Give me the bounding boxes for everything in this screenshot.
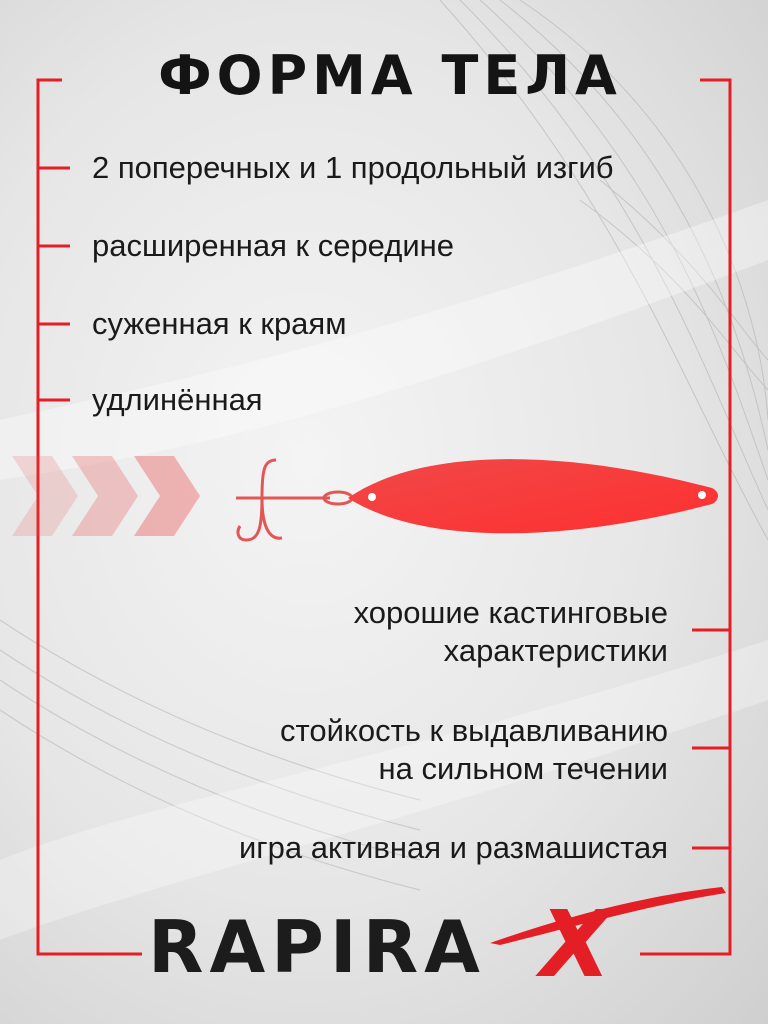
brand-logo <box>110 885 730 998</box>
feature-casting-line2: характеристики <box>443 633 668 668</box>
feature-current-line1: стойкость к выдавливанию <box>280 713 668 748</box>
feature-bends: 2 поперечных и 1 продольный изгиб <box>92 150 614 185</box>
feature-action: игра активная и размашистая <box>238 830 668 865</box>
feature-casting-line1: хорошие кастинговые <box>353 595 668 630</box>
feature-elongated: удлинённая <box>92 382 263 417</box>
spoon-lure-illustration <box>0 440 768 580</box>
speed-chevrons <box>12 456 200 536</box>
logo-accent: X <box>540 891 611 998</box>
treble-hook <box>236 460 352 540</box>
page-title: ФОРМА ТЕЛА <box>158 44 622 107</box>
feature-wide-middle: расширенная к середине <box>92 228 455 263</box>
spoon-body <box>348 459 718 533</box>
feature-current-line2: на сильном течении <box>378 751 668 786</box>
logo-text: RAPIRA <box>148 905 486 989</box>
feature-narrow-edges: суженная к краям <box>92 306 347 341</box>
